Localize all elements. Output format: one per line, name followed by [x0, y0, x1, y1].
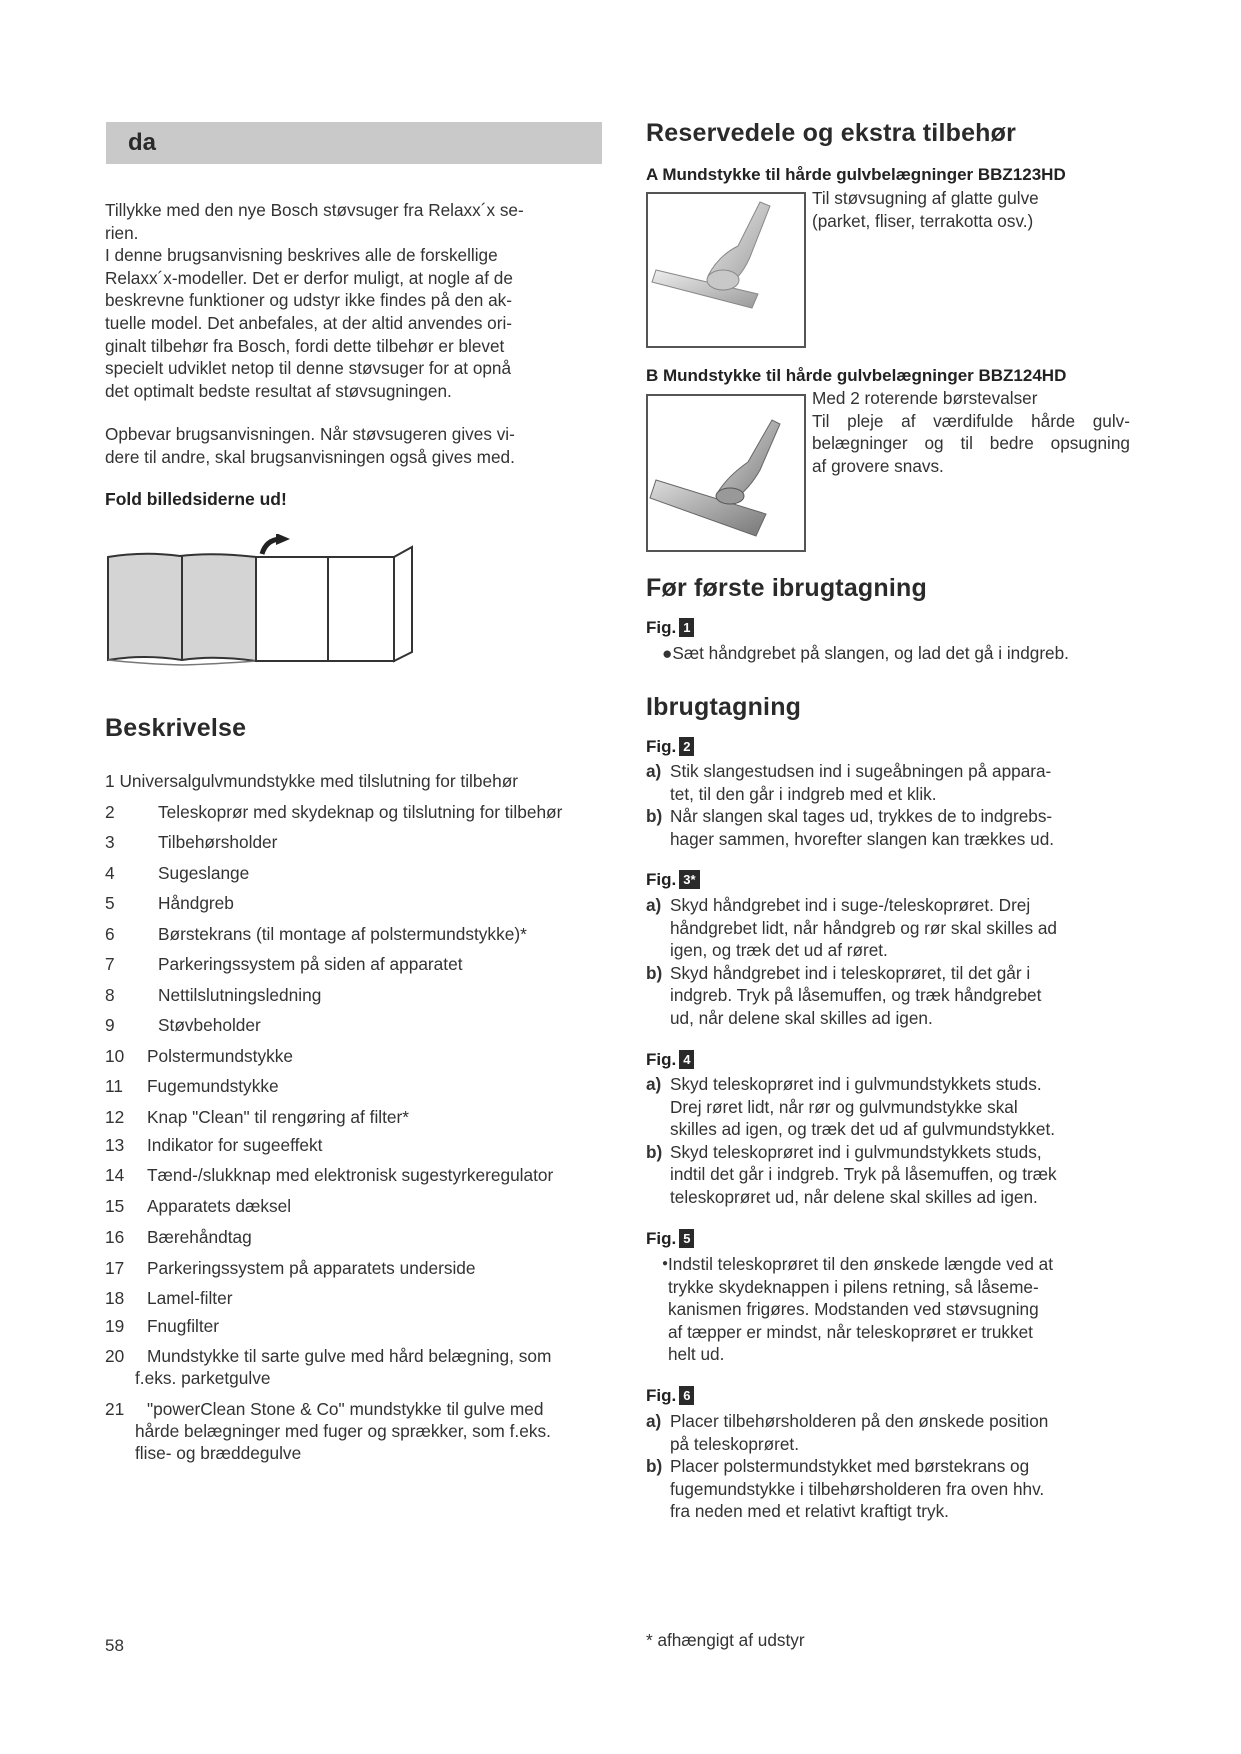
- list-item: [105, 1164, 554, 1186]
- item-number: 9: [105, 1015, 115, 1035]
- item-text-continued: flise- og bræddegulve: [135, 1443, 302, 1463]
- figure-number-badge: 3*: [679, 870, 699, 889]
- list-item: [105, 1045, 293, 1067]
- list-item: [105, 1106, 410, 1128]
- intro-line: Tillykke med den nye Bosch støvsuger fra Relaxx´x se-: [105, 200, 524, 220]
- accessory-b-line: Til pleje af værdifulde hårde gulv-: [812, 410, 1130, 431]
- step-line: håndgrebet lidt, når håndgreb og rør skal skilles ad: [670, 917, 1057, 938]
- instruction-step: [646, 1410, 1136, 1455]
- description-heading: Beskrivelse: [105, 714, 247, 742]
- list-item: [105, 1014, 261, 1036]
- hard-floor-nozzle-illustration: [648, 194, 804, 346]
- item-number: 10: [105, 1046, 125, 1066]
- step-line: igen, og træk det ud af røret.: [670, 940, 888, 961]
- instruction-block: [646, 1073, 1136, 1209]
- intro-paragraph: [105, 199, 601, 402]
- intro-line: Relaxx´x-modeller. Det er derfor muligt, at nogle af de: [105, 267, 513, 288]
- item-text: Bærehåndtag: [147, 1227, 252, 1247]
- item-number: 7: [105, 954, 115, 974]
- accessory-a-line: (parket, fliser, terrakotta osv.): [812, 210, 1034, 231]
- bullet-marker: ●: [662, 1258, 669, 1269]
- item-text: Tilbehørsholder: [158, 832, 278, 852]
- item-text: Knap "Clean" til rengøring af filter*: [147, 1107, 410, 1127]
- item-text: Fugemundstykke: [147, 1076, 279, 1096]
- item-text: "powerClean Stone & Co" mundstykke til gulve med: [147, 1399, 544, 1419]
- accessory-a-image: [646, 192, 806, 348]
- item-number: 2: [105, 802, 115, 822]
- accessory-a-title: A Mundstykke til hårde gulvbelægninger BBZ123HD: [646, 165, 1066, 184]
- item-text: Indikator for sugeeffekt: [147, 1135, 323, 1155]
- step-line: hager sammen, hvorefter slangen kan trækkes ud.: [670, 828, 1055, 849]
- step-line: trykke skydeknappen i pilens retning, så låseme-: [668, 1276, 1039, 1297]
- step-line: Skyd teleskoprøret ind i gulvmundstykkets studs,: [670, 1141, 1042, 1162]
- step-line: af tæpper er mindst, når teleskoprøret er trukket: [668, 1321, 1033, 1342]
- item-number: 8: [105, 985, 115, 1005]
- intro-line: specielt udviklet netop til denne støvsuger for at opnå: [105, 358, 512, 379]
- step-line: fra neden med et relativt kraftigt tryk.: [670, 1501, 949, 1522]
- item-number: 15: [105, 1196, 125, 1216]
- item-text: Nettilslutningsledning: [158, 985, 322, 1005]
- step-line: indtil det går i indgreb. Tryk på låsemuffen, og træk: [670, 1164, 1057, 1185]
- instruction-step: [646, 805, 1136, 850]
- item-text: Polstermundstykke: [147, 1046, 293, 1066]
- list-item: [105, 923, 527, 945]
- step-line: Stik slangestudsen ind i sugeåbningen på appara-: [670, 761, 1052, 781]
- rotating-brush-nozzle-illustration: [648, 396, 804, 550]
- item-number: 16: [105, 1227, 125, 1247]
- intro-line: beskrevne funktioner og udstyr ikke findes på den ak-: [105, 290, 513, 311]
- item-text: Tænd-/slukknap med elektronisk sugestyrkeregulator: [147, 1165, 554, 1185]
- item-number: 6: [105, 924, 115, 944]
- instruction-step: [646, 1253, 1136, 1366]
- step-marker: b): [646, 1141, 663, 1162]
- list-item: [105, 953, 463, 975]
- list-item: [105, 1257, 476, 1279]
- foldout-booklet-illustration: [104, 534, 424, 669]
- step-line: skilles ad igen, og træk det ud af gulvmundstykket.: [670, 1119, 1056, 1140]
- step-line: Når slangen skal tages ud, trykkes de to indgrebs-: [670, 806, 1053, 827]
- item-number: 13: [105, 1135, 125, 1155]
- intro-line: tuelle model. Det anbefales, at der altid anvendes ori-: [105, 312, 513, 333]
- item-text: Apparatets dæksel: [147, 1196, 292, 1216]
- accessory-b-description: [812, 387, 1130, 477]
- figure-label: [646, 870, 700, 890]
- step-marker: a): [646, 1411, 662, 1431]
- figure-number-badge: 6: [679, 1386, 694, 1405]
- instruction-block: [646, 760, 1136, 850]
- step-line: Placer polstermundstykket med børstekrans og: [670, 1456, 1030, 1477]
- accessory-a-description: [812, 187, 1039, 232]
- item-text: Støvbeholder: [158, 1015, 261, 1035]
- item-text: Sugeslange: [158, 863, 250, 883]
- intro-line: ginalt tilbehør fra Bosch, fordi dette tilbehør er blevet: [105, 335, 505, 356]
- item-number: 18: [105, 1288, 125, 1308]
- list-item: [105, 1226, 252, 1248]
- step-marker: b): [646, 806, 663, 827]
- step-line: Skyd håndgrebet ind i teleskoprøret, til det går i: [670, 962, 1031, 983]
- item-number: 14: [105, 1165, 125, 1185]
- figure-label: [646, 1386, 694, 1406]
- item-text: Fnugfilter: [147, 1316, 220, 1336]
- item-number: 1: [105, 771, 115, 791]
- list-item: [105, 1315, 220, 1337]
- step-line: Skyd håndgrebet ind i suge-/teleskoprøret. Drej: [670, 895, 1031, 915]
- step-marker: a): [646, 1074, 662, 1094]
- item-number: 17: [105, 1258, 125, 1278]
- item-text: Parkeringssystem på apparatets underside: [147, 1258, 476, 1278]
- item-text-continued: f.eks. parketgulve: [135, 1368, 271, 1388]
- accessory-b-title: B Mundstykke til hårde gulvbelægninger BBZ124HD: [646, 366, 1067, 385]
- step-line: Indstil teleskoprøret til den ønskede længde ved at: [668, 1254, 1054, 1274]
- list-item: [105, 831, 278, 853]
- fig-text: Fig.: [646, 1229, 677, 1248]
- step-line: Placer tilbehørsholderen på den ønskede position: [670, 1411, 1049, 1431]
- fig-text: Fig.: [646, 618, 677, 637]
- intro-line: I denne brugsanvisning beskrives alle de forskellige: [105, 245, 498, 266]
- item-number: 21: [105, 1399, 125, 1419]
- accessory-b-image: [646, 394, 806, 552]
- storage-line: Opbevar brugsanvisningen. Når støvsugeren gives vi-: [105, 424, 515, 444]
- list-item: [105, 862, 250, 884]
- step-line: kanismen frigøres. Modstanden ved støvsugning: [668, 1299, 1039, 1320]
- list-item: [105, 801, 563, 823]
- item-number: 20: [105, 1346, 125, 1366]
- fig-text: Fig.: [646, 1050, 677, 1069]
- language-code: da: [128, 129, 157, 156]
- instruction-step: [646, 962, 1136, 1030]
- list-item: [105, 770, 518, 792]
- figure-label: [646, 737, 694, 757]
- list-item: [105, 1075, 279, 1097]
- figure-label: [646, 1229, 694, 1249]
- instruction-block: [646, 894, 1136, 1030]
- bullet-instruction: ●Sæt håndgrebet på slangen, og lad det gå i indgreb.: [662, 643, 1069, 663]
- instruction-step: [646, 894, 1136, 962]
- step-marker: a): [646, 895, 662, 915]
- figure-number-badge: 4: [679, 1050, 694, 1069]
- step-line: tet, til den går i indgreb med et klik.: [670, 783, 937, 804]
- item-number: 5: [105, 893, 115, 913]
- step-marker: b): [646, 962, 663, 983]
- figure-number-badge: 1: [679, 618, 694, 637]
- item-number: 19: [105, 1316, 125, 1336]
- list-item: [105, 1134, 323, 1156]
- instruction-step: [646, 1141, 1136, 1209]
- storage-paragraph: [105, 423, 601, 468]
- item-text: Mundstykke til sarte gulve med hård belægning, som: [147, 1346, 552, 1366]
- accessory-a-line: Til støvsugning af glatte gulve: [812, 188, 1039, 208]
- accessory-b-line: Med 2 roterende børstevalser: [812, 388, 1038, 408]
- step-marker: a): [646, 761, 662, 781]
- item-number: 4: [105, 863, 115, 883]
- item-text: Børstekrans (til montage af polstermundstykke)*: [158, 924, 527, 944]
- instruction-step: [646, 1073, 1136, 1141]
- language-bar: [106, 122, 602, 164]
- usage-heading: Ibrugtagning: [646, 693, 802, 721]
- step-line: på teleskoprøret.: [670, 1433, 799, 1454]
- accessory-b-line: belægninger og til bedre opsugning: [812, 433, 1130, 454]
- step-line: Drej røret lidt, når rør og gulvmundstykke skal: [670, 1096, 1018, 1117]
- footnote: * afhængigt af udstyr: [646, 1630, 805, 1650]
- item-text-continued: hårde belægninger med fuger og sprækker, som f.eks.: [135, 1421, 551, 1441]
- figure-number-badge: 5: [679, 1229, 694, 1248]
- instruction-block: [646, 1410, 1136, 1523]
- item-number: 12: [105, 1107, 125, 1127]
- list-item: [105, 1398, 551, 1463]
- step-marker: b): [646, 1456, 663, 1477]
- item-number: 3: [105, 832, 115, 852]
- fig-text: Fig.: [646, 870, 677, 889]
- list-item: [105, 1287, 233, 1309]
- storage-line: dere til andre, skal brugsanvisningen også gives med.: [105, 446, 515, 467]
- step-line: teleskoprøret ud, når delene skal skilles ad igen.: [670, 1186, 1038, 1207]
- instruction-step: [646, 760, 1136, 805]
- step-line: ud, når delene skal skilles ad igen.: [670, 1007, 933, 1028]
- step-line: indgreb. Tryk på låsemuffen, og træk håndgrebet: [670, 985, 1042, 1006]
- item-number: 11: [105, 1076, 123, 1096]
- step-line: helt ud.: [668, 1344, 725, 1365]
- step-line: Skyd teleskoprøret ind i gulvmundstykkets studs.: [670, 1074, 1042, 1094]
- item-text: Parkeringssystem på siden af apparatet: [158, 954, 463, 974]
- step-line: fugemundstykke i tilbehørsholderen fra oven hhv.: [670, 1478, 1045, 1499]
- figure-label: [646, 1050, 694, 1070]
- item-text: Universalgulvmundstykke med tilslutning for tilbehør: [119, 771, 519, 791]
- fig-text: Fig.: [646, 1386, 677, 1405]
- list-item: [105, 1195, 292, 1217]
- list-item: [105, 892, 234, 914]
- accessory-b-line: af grovere snavs.: [812, 455, 944, 476]
- figure-number-badge: 2: [679, 737, 694, 756]
- list-item: [105, 1345, 552, 1388]
- item-text: Teleskoprør med skydeknap og tilslutning for tilbehør: [158, 802, 563, 822]
- before-first-use-heading: Før første ibrugtagning: [646, 574, 927, 602]
- instruction-step: [646, 1455, 1136, 1523]
- spare-parts-heading: Reservedele og ekstra tilbehør: [646, 119, 1017, 147]
- fold-instruction: Fold billedsiderne ud!: [105, 489, 287, 509]
- intro-line: det optimalt bedste resultat af støvsugningen.: [105, 380, 452, 401]
- item-text: Lamel-filter: [147, 1288, 233, 1308]
- instruction-block: [646, 1253, 1136, 1366]
- intro-line: rien.: [105, 222, 139, 243]
- figure-label: [646, 618, 694, 638]
- list-item: [105, 984, 322, 1006]
- page-number: 58: [105, 1636, 124, 1655]
- item-text: Håndgreb: [158, 893, 234, 913]
- fig-text: Fig.: [646, 737, 677, 756]
